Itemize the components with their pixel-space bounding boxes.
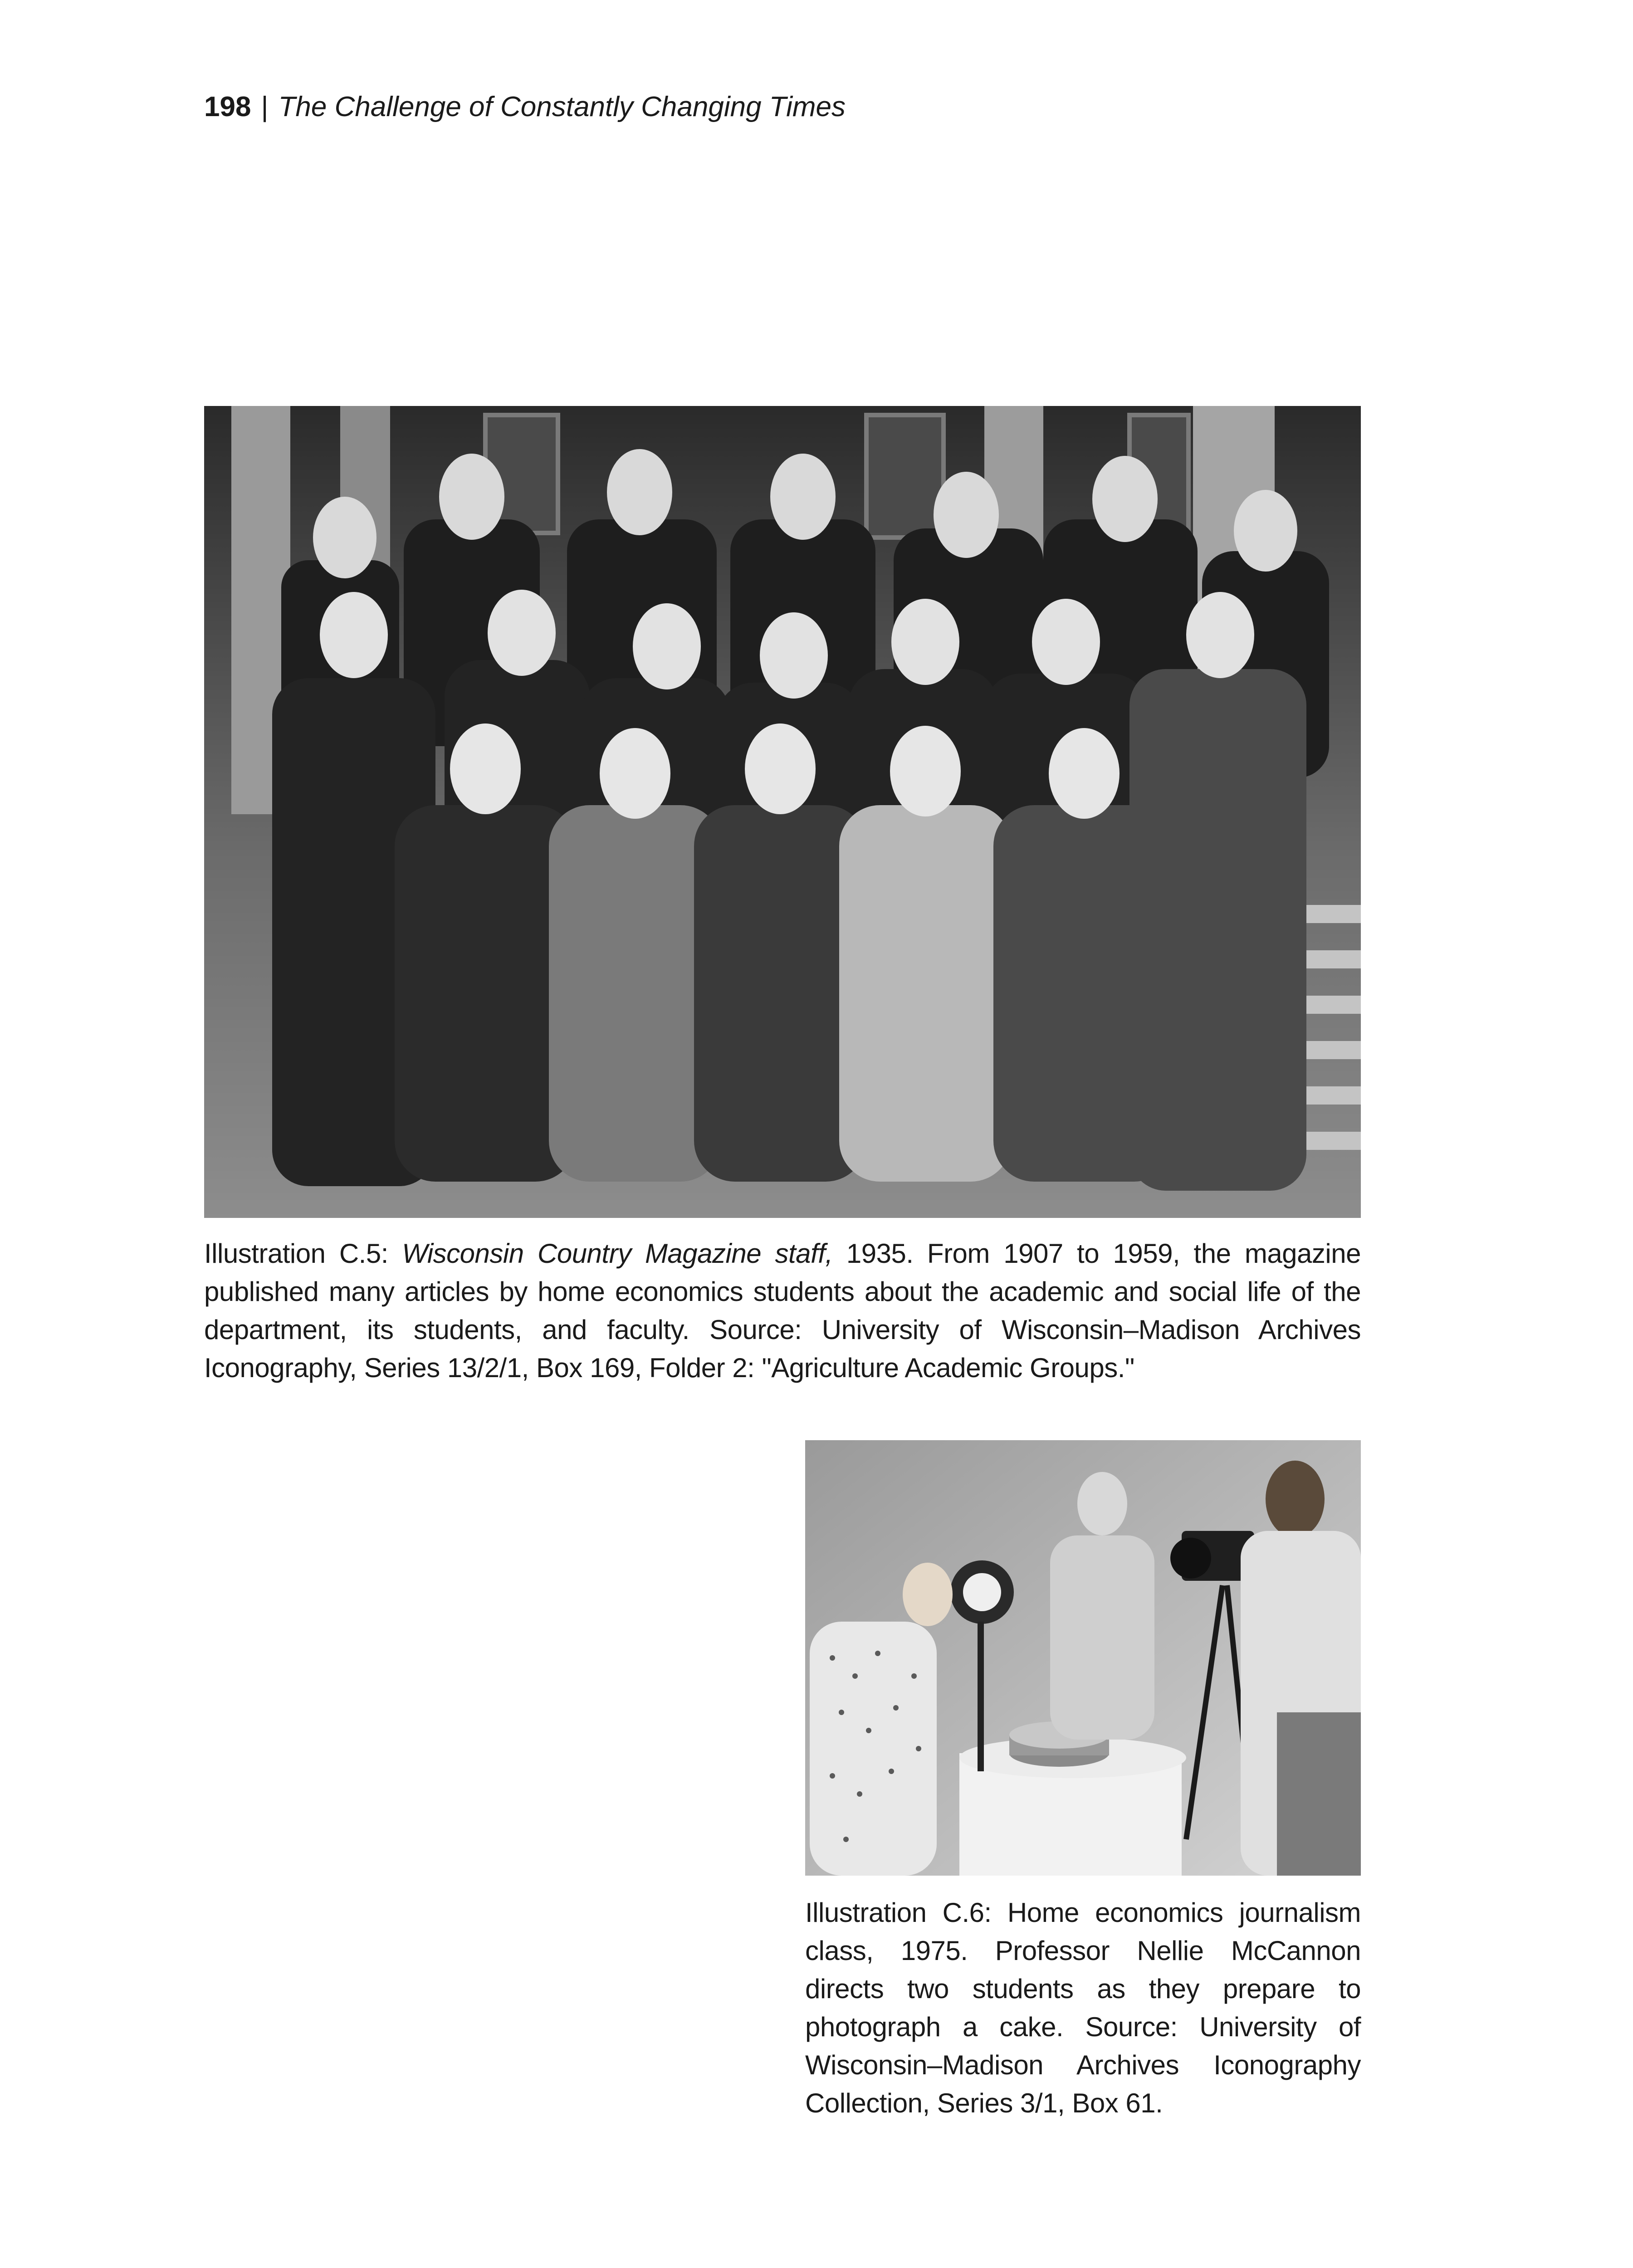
- figure-1-text: 1935. From 1907 to 1959, the magazine published many articles by home economics students about the academic and social life of the department, its students, and faculty. Source: University of Wisconsin–Madison Archives Iconography, Series 13/2/1, Box 169, Folder 2: "Agriculture Academic Groups.": [204, 1238, 1361, 1383]
- running-title: The Challenge of Constantly Changing Times: [278, 91, 846, 122]
- journalism-class-photo-art: [805, 1440, 1361, 1876]
- running-head: [204, 93, 846, 121]
- staff-group-photo: [204, 406, 1361, 1218]
- header-separator: |: [261, 91, 269, 122]
- staff-group-photo-art: [204, 406, 1361, 1218]
- figure-1-caption: [204, 1235, 1361, 1387]
- figure-2-caption: [805, 1894, 1361, 2122]
- page-number: 198: [204, 91, 251, 122]
- figure-2-text: Home economics journalism class, 1975. Professor Nellie McCannon directs two students as they prepare to photograph a cake. Source: University of Wisconsin–Madison Archives Iconography Collection, Series 3/1, Box 61.: [805, 1897, 1361, 2118]
- journalism-class-photo: [805, 1440, 1361, 1876]
- figure-1-label: Illustration C.5:: [204, 1238, 388, 1269]
- figure-2-label: Illustration C.6:: [805, 1897, 992, 1928]
- figure-1-title: Wisconsin Country Magazine staff,: [402, 1238, 833, 1269]
